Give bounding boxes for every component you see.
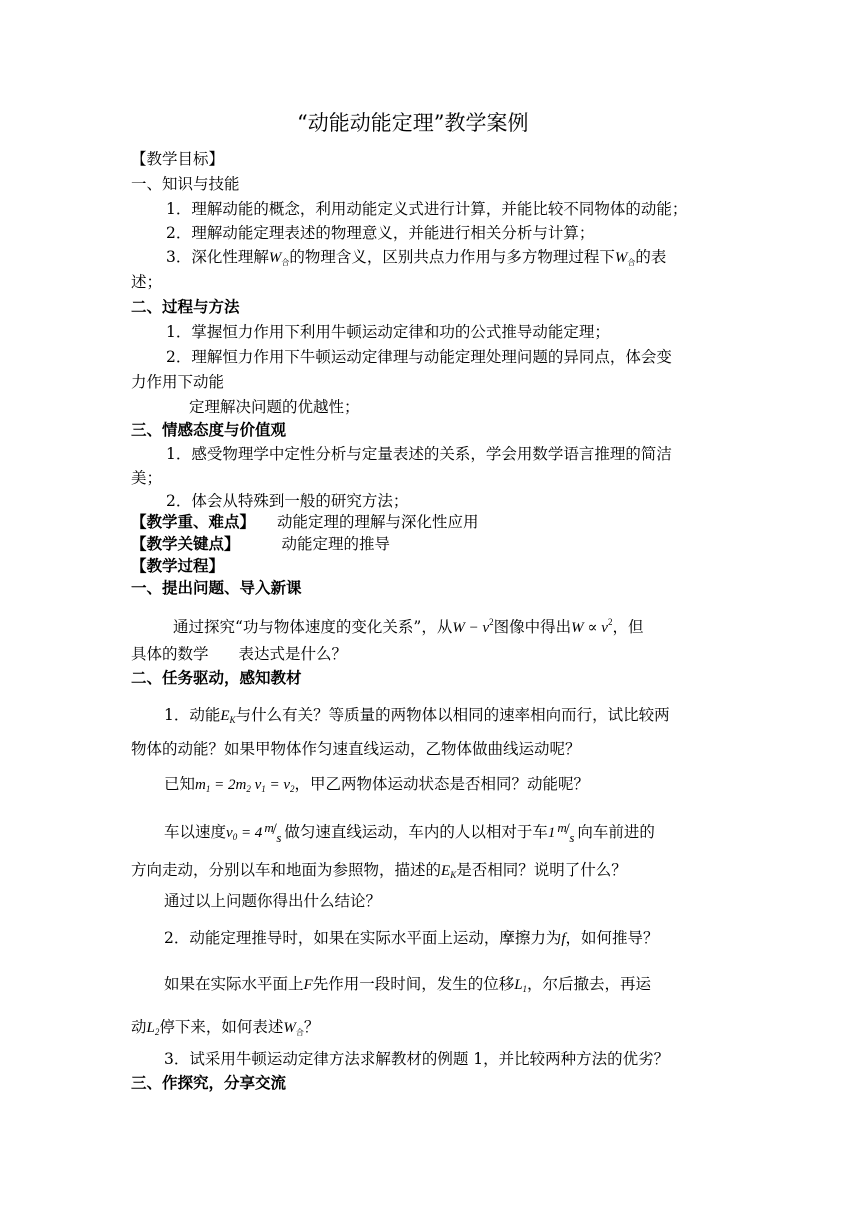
teaching-goals-header: 【教学目标】 [131, 150, 225, 168]
q1-line2: 物体的动能？如果甲物体作匀速直线运动，乙物体做曲线运动呢？ [131, 740, 581, 758]
formula-L1: $L_1$ [514, 977, 528, 994]
process-method-title: 二、过程与方法 [131, 297, 240, 316]
key-points-row [131, 511, 479, 533]
q1-line3: 已知$m_1 = 2m_2$ $v_1 = v_2$，甲乙两物体运动状态是否相同？动能呢？ [164, 775, 590, 794]
q2-line1: 2．动能定理推导时，如果在实际水平面上运动，摩擦力为f，如何推导？ [164, 929, 659, 947]
part1-para-line1: 通过探究“功与物体速度的变化关系”，从$W - v^2$图像中得出$W \propto v^2$，但 [173, 617, 644, 636]
formula-w-net-3: $W_合$ [283, 1020, 304, 1037]
key-points-label: 【教学重、难点】 [131, 512, 256, 531]
unit-m-per-s: m / s [264, 820, 282, 845]
formula-L2: $L_2$ [146, 1020, 160, 1037]
formula-force-F: F [303, 977, 313, 993]
critical-points-text: 动能定理的推导 [281, 535, 391, 553]
formula-v0-4ms: $v_0 = 4$ [226, 825, 263, 842]
key-points-text: 动能定理的理解与深化性应用 [277, 513, 479, 531]
part3-title: 三、作探究，分享交流 [131, 1073, 287, 1092]
critical-points-label: 【教学关键点】 [131, 534, 240, 553]
goal-2-1: 1．掌握恒力作用下利用牛顿运动定律和功的公式推导动能定理； [166, 323, 610, 341]
goal-1-1: 1．理解动能的概念，利用动能定义式进行计算，并能比较不同物体的动能； [166, 200, 688, 218]
q1-line5: 方向走动，分别以车和地面为参照物，描述的$E_K$是否相同？说明了什么？ [131, 861, 627, 880]
goal-3-2: 2．体会从特殊到一般的研究方法； [166, 492, 409, 510]
goal-2-2-cont: 力作用下动能 [131, 373, 225, 391]
knowledge-skills-title: 一、知识与技能 [131, 175, 240, 193]
formula-w-net: $W_合$ [268, 250, 290, 267]
part1-para-line2: 具体的数学 表达式是什么？ [131, 645, 348, 663]
goal-1-3-cont: 述； [131, 273, 163, 291]
teaching-process-header: 【教学过程】 [131, 556, 225, 575]
formula-w-prop-v2: $W \propto v^2$ [571, 617, 613, 636]
attitude-values-title: 三、情感态度与价值观 [131, 420, 287, 439]
q1-line1: 1．动能$E_K$与什么有关？等质量的两物体以相同的速率相向而行，试比较两 [164, 706, 670, 725]
formula-ek-2: $E_K$ [441, 863, 457, 880]
unit-m-per-s-2: m / s [557, 820, 575, 845]
formula-w-minus-v2: $W - v^2$ [452, 617, 494, 636]
document-title: “动能动能定理”教学案例 [297, 111, 529, 135]
goal-2-2-cont2: 定理解决问题的优越性； [189, 398, 360, 416]
q1-line4: 车以速度$v_0 = 4$ m / s 做匀速直线运动，车内的人以相对于车1 m / s 向车前进的 [164, 820, 655, 845]
goal-1-3: 3．深化性理解$W_合$的物理含义，区别共点力作用与多方物理过程下$W_合$的表 [166, 248, 667, 267]
formula-f-friction: f [561, 931, 566, 947]
q3-line: 3．试采用牛顿运动定律方法求解教材的例题 1，并比较两种方法的优劣？ [164, 1050, 670, 1068]
goal-3-1: 1．感受物理学中定性分析与定量表述的关系，学会用数学语言推理的简洁 [166, 445, 672, 463]
critical-points-row [131, 533, 390, 555]
part2-title: 二、任务驱动，感知教材 [131, 668, 302, 687]
goal-1-2: 2．理解动能定理表述的物理意义，并能进行相关分析与计算； [166, 224, 595, 242]
formula-ek: $E_K$ [220, 708, 236, 725]
q1-line6: 通过以上问题你得出什么结论？ [164, 892, 382, 910]
goal-3-1-cont: 美； [131, 469, 163, 487]
formula-w-net-2: $W_合$ [614, 250, 636, 267]
goal-2-2: 2．理解恒力作用下牛顿运动定律理与动能定理处理问题的异同点，体会变 [166, 348, 672, 366]
q2-line2: 如果在实际水平面上F先作用一段时间，发生的位移$L_1$，尔后撤去，再运 [164, 975, 652, 994]
q2-line3: 动$L_2$停下来，如何表述$W_合$？ [131, 1018, 320, 1037]
formula-m1-2m2-v1-v2: $m_1 = 2m_2$ $v_1 = v_2$ [195, 777, 295, 794]
part1-title: 一、提出问题、导入新课 [131, 578, 302, 597]
